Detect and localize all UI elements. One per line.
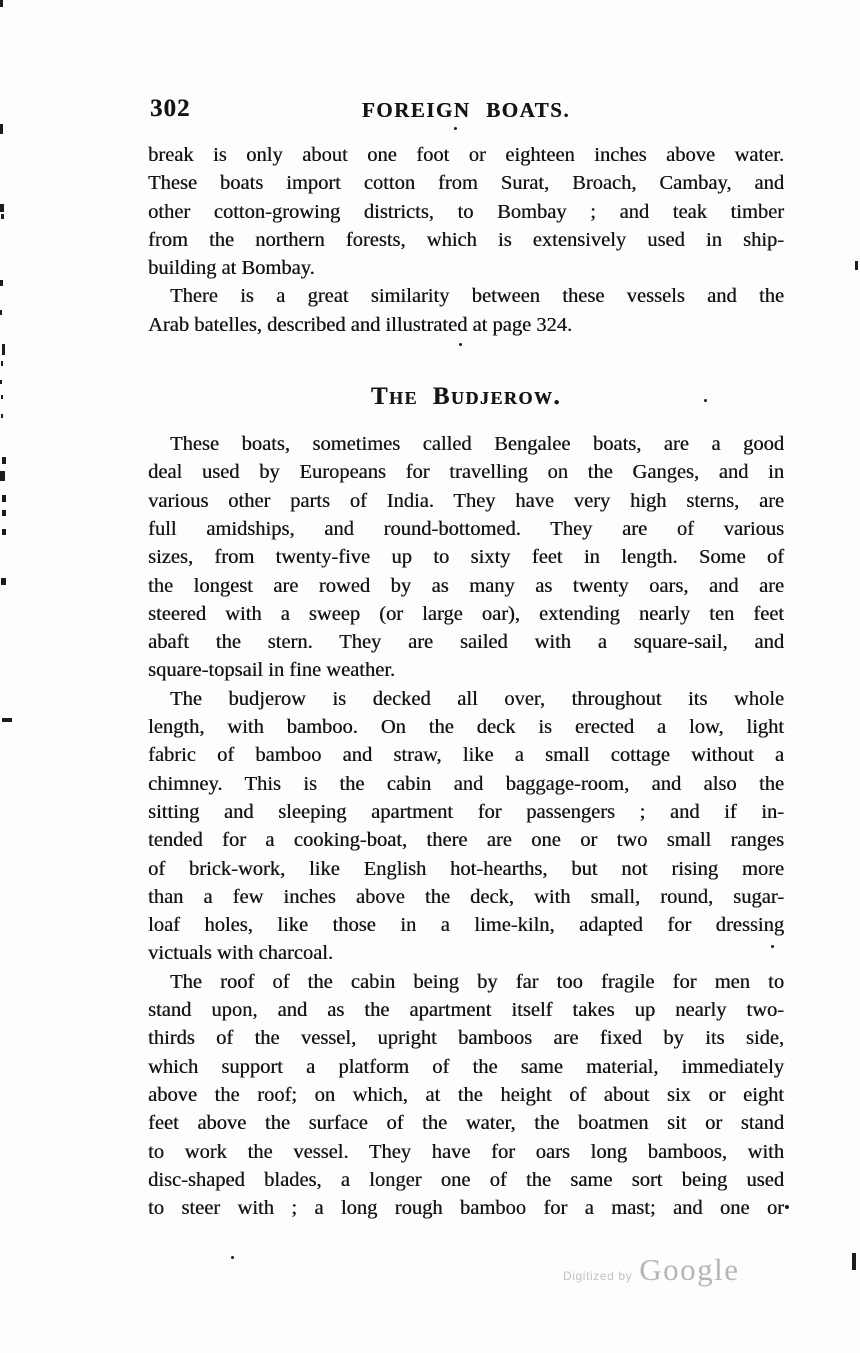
text-line: from the northern forests, which is extensively used in ship- [148, 228, 784, 251]
scan-speck [0, 471, 5, 481]
scan-speck [454, 127, 457, 130]
text-line: building at Bombay. [148, 257, 315, 280]
scan-speck [2, 510, 6, 516]
text-line: square-topsail in fine weather. [148, 659, 396, 682]
scan-speck [0, 380, 2, 384]
text-line: tended for a cooking-boat, there are one or two small ranges [148, 829, 784, 852]
scan-speck [0, 204, 4, 212]
text-column [148, 141, 784, 1222]
text-line: deal used by Europeans for travelling on the Ganges, and in [148, 461, 784, 484]
text-line: abaft the stern. They are sailed with a square-sail, and [148, 631, 784, 654]
scan-speck [2, 495, 6, 502]
text-line: the longest are rowed by as many as twenty oars, and are [148, 574, 784, 597]
text-line: disc-shaped blades, a longer one of the same sort being used [148, 1168, 784, 1191]
google-logo: Google [639, 1252, 740, 1287]
scan-speck [704, 399, 707, 402]
text-line: steered with a sweep (or large oar), extending nearly ten feet [148, 602, 784, 625]
scan-speck [1, 578, 6, 585]
text-line: loaf holes, like those in a lime-kiln, adapted for dressing [148, 914, 784, 937]
running-title: FOREIGN BOATS. [361, 98, 571, 122]
scan-speck [1, 214, 4, 219]
page-number: 302 [150, 95, 191, 122]
text-line: chimney. This is the cabin and baggage-room, and also the [148, 772, 784, 795]
text-line: full amidships, and round-bottomed. They are of various [148, 517, 784, 540]
digitized-by-google-watermark [563, 1252, 740, 1288]
scan-speck [2, 529, 6, 535]
scan-speck [2, 457, 6, 464]
text-line: to steer with ; a long rough bamboo for a mast; and one or [148, 1197, 784, 1220]
text-line: These boats, sometimes called Bengalee boats, are a good [170, 433, 784, 456]
text-line: above the roof; on which, at the height of about six or eight [148, 1083, 784, 1106]
text-line: of brick-work, like English hot-hearths, but not rising more [148, 857, 784, 880]
text-line: length, with bamboo. On the deck is erected a low, light [148, 716, 784, 739]
scan-speck [0, 0, 3, 7]
text-line: stand upon, and as the apartment itself takes up nearly two- [148, 999, 784, 1022]
text-line: break is only about one foot or eighteen inches above water. [148, 144, 784, 166]
watermark-prefix: Digitized by [563, 1269, 633, 1283]
section-heading: The Budjerow. [370, 383, 562, 411]
text-line: These boats import cotton from Surat, Broach, Cambay, and [148, 172, 784, 195]
scan-speck [771, 945, 774, 948]
text-line: to work the vessel. They have for oars long bamboos, with [148, 1140, 784, 1163]
text-line: sizes, from twenty-five up to sixty feet in length. Some of [148, 546, 784, 569]
scan-speck [2, 344, 5, 355]
scan-speck [0, 124, 3, 134]
text-line: There is a great similarity between these vessels and the [170, 285, 784, 308]
scan-speck [1, 361, 3, 366]
text-line: The budjerow is decked all over, throughout its whole [170, 687, 784, 710]
text-line: victuals with charcoal. [148, 942, 334, 965]
text-line: thirds of the vessel, upright bamboos are fixed by its side, [148, 1027, 784, 1050]
text-line: Arab batelles, described and illustrated at page 324. [148, 313, 573, 336]
scan-speck [852, 1253, 856, 1270]
scan-speck [0, 280, 3, 286]
text-line: The roof of the cabin being by far too fragile for men to [170, 970, 784, 993]
text-line: other cotton-growing districts, to Bombay ; and teak timber [148, 200, 784, 223]
scan-speck [2, 718, 12, 722]
text-line: sitting and sleeping apartment for passengers ; and if in- [148, 800, 784, 823]
text-line: fabric of bamboo and straw, like a small cottage without a [148, 744, 784, 767]
scan-speck [1, 414, 3, 418]
text-line: feet above the surface of the water, the boatmen sit or stand [148, 1112, 784, 1135]
text-line: which support a platform of the same material, immediately [148, 1055, 784, 1078]
scan-speck [231, 1256, 234, 1259]
scan-speck [855, 261, 858, 270]
text-line: than a few inches above the deck, with small, round, sugar- [148, 885, 784, 908]
scan-speck [1, 395, 3, 399]
text-line: various other parts of India. They have very high sterns, are [148, 489, 784, 512]
scan-speck [459, 343, 462, 346]
scan-speck [0, 310, 2, 315]
scan-speck [785, 1205, 789, 1209]
